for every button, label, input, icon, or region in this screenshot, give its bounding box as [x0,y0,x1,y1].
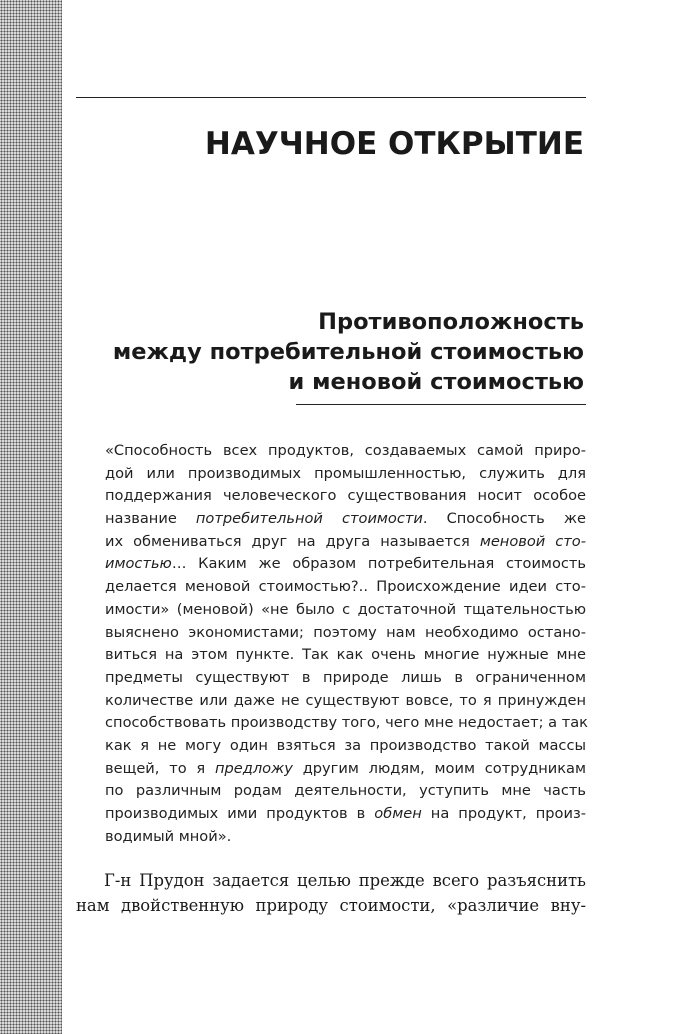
quote-line [105,803,586,826]
body-line: Г-н Прудон задается целью прежде всего разъяснить [104,871,586,890]
quote-line: «Способность всех продуктов, создаваемых самой приро- [105,442,586,459]
quote-line: имости» (меновой) «не было с достаточной тщательностью [105,600,586,618]
emphasis-text: предложу [214,759,293,777]
heading-rule [296,404,586,405]
quote-block [105,440,586,848]
quote-text: . Способность же [422,510,586,528]
quote-line: виться на этом пункте. Так как очень многие нужные мне [105,646,586,664]
section-heading-line: между потребительной стоимостью [112,339,584,365]
body-line: нам двойственную природу стоимости, «различие вну- [76,896,586,915]
quote-line: дой или производимых промышленностью, служить для [105,464,586,482]
section-heading-line: и меновой стоимостью [288,369,584,395]
quote-line: способствовать производству того, чего мне недостает; а так [105,714,588,732]
quote-text: другим людям, моим сотрудникам [292,759,586,777]
quote-text: производимых ими продуктов в [105,805,375,822]
quote-line: делается меновой стоимостью?.. Происхождение идеи сто- [105,578,586,596]
quote-text: вещей, то я [105,759,215,777]
quote-line: поддержания человеческого существования носит особое [105,487,586,505]
quote-line: количестве или даже не существуют вовсе, то я принужден [105,691,586,709]
chapter-title: НАУЧНОЕ ОТКРЫТИЕ [204,126,584,162]
emphasis-text: имостью [105,555,172,573]
quote-line [105,508,586,531]
quote-text: … Каким же образом потребительная стоимость [171,555,586,573]
body-paragraph [76,868,586,918]
quote-text: название [105,510,196,528]
emphasis-text: меновой сто- [479,532,586,550]
quote-line: водимый мной». [105,827,232,845]
section-heading-line: Противоположность [318,309,584,335]
top-rule [76,97,586,98]
quote-line [105,531,586,554]
quote-line [105,758,586,781]
page-edge-pattern [0,0,62,1034]
quote-line: как я не могу один взяться за производство такой массы [105,736,586,754]
quote-text: на продукт, произ- [421,805,586,822]
quote-line: по различным родам деятельности, уступить мне часть [105,782,586,800]
quote-line: выяснено экономистами; поэтому нам необходимо остано- [105,623,586,641]
emphasis-text: обмен [374,805,422,822]
section-heading [113,307,584,397]
emphasis-text: потребительной стоимости [195,510,423,528]
quote-line: предметы существуют в природе лишь в ограниченном [105,668,586,686]
quote-text: их обмениваться друг на друга называется [105,532,480,550]
quote-line [105,553,586,576]
